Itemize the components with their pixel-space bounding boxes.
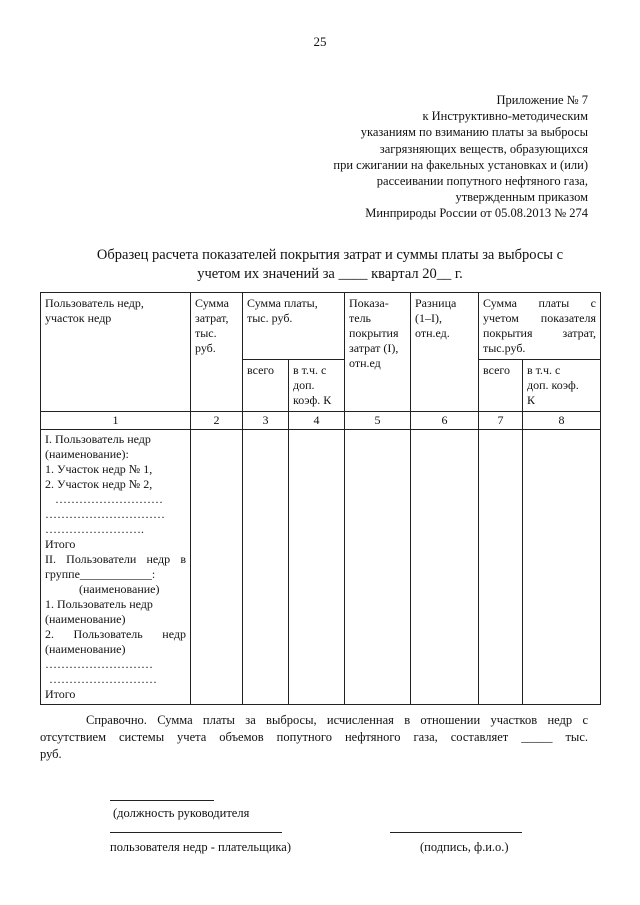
header-text: Сумма платы, bbox=[247, 296, 318, 310]
header-text: Пользователь недр, bbox=[45, 296, 144, 310]
header-coverage-indicator bbox=[345, 293, 411, 412]
list-item: ……………………… bbox=[49, 672, 157, 686]
signature-line-position bbox=[110, 800, 214, 801]
column-number: 3 bbox=[243, 412, 289, 430]
calculation-table bbox=[40, 292, 601, 705]
signature-caption: (подпись, ф.и.о.) bbox=[420, 840, 509, 854]
page-number: 25 bbox=[313, 34, 327, 49]
header-text: К bbox=[527, 393, 536, 407]
list-item: ……………………… bbox=[45, 657, 153, 671]
appendix-line: рассеивании попутного нефтяного газа, bbox=[376, 174, 588, 189]
reference-note bbox=[40, 712, 588, 763]
list-item: Итого bbox=[45, 687, 76, 701]
list-item: 2. Пользователь недр bbox=[45, 627, 186, 641]
header-payment-sum bbox=[243, 293, 345, 360]
table-body-row bbox=[41, 430, 601, 705]
title-line-2: учетом их значений за ____ квартал 20__ г. bbox=[197, 266, 463, 282]
header-text: Сумма bbox=[195, 296, 229, 310]
empty-cell bbox=[191, 430, 243, 705]
signature-line-signature bbox=[390, 832, 522, 833]
header-subsoil-user bbox=[41, 293, 191, 412]
column-number: 1 bbox=[41, 412, 191, 430]
column-number: 8 bbox=[523, 412, 601, 430]
header-text: Разница bbox=[415, 296, 457, 310]
header-text: тыс. руб. bbox=[247, 311, 293, 325]
empty-cell bbox=[243, 430, 289, 705]
reference-line-3: руб. bbox=[40, 747, 62, 761]
list-item: 1. Участок недр № 1, bbox=[45, 462, 153, 476]
header-adjusted-total: всего bbox=[479, 360, 523, 412]
header-payment-extra-coef bbox=[289, 360, 345, 412]
column-number: 4 bbox=[289, 412, 345, 430]
header-text: Показа- bbox=[349, 296, 389, 310]
list-item: группе____________: bbox=[45, 567, 156, 581]
appendix-line: загрязняющих веществ, образующихся bbox=[379, 141, 588, 156]
reference-line-2: отсутствием системы учета объемов попутного нефтяного газа, составляет _____ тыс. bbox=[40, 730, 588, 744]
empty-cell bbox=[523, 430, 601, 705]
column-number: 7 bbox=[479, 412, 523, 430]
list-item: Итого bbox=[45, 537, 76, 551]
appendix-line: Приложение № 7 bbox=[496, 93, 588, 107]
header-text: Сумма платы с bbox=[483, 296, 597, 310]
appendix-line: к Инструктивно-методическим bbox=[422, 109, 588, 124]
list-item: ……………………… bbox=[55, 492, 163, 506]
header-text: (1–I), bbox=[415, 311, 442, 325]
list-item: (наименование): bbox=[45, 447, 129, 461]
organization-caption: пользователя недр - плательщика) bbox=[110, 840, 292, 854]
list-item: ………………………… bbox=[45, 507, 165, 521]
header-text: доп. коэф. bbox=[527, 378, 579, 392]
header-text: коэф. К bbox=[293, 393, 332, 407]
header-text: учетом показателя bbox=[483, 311, 597, 325]
header-row-1 bbox=[41, 293, 601, 360]
appendix-line: при сжигании на факельных установках и (или) bbox=[333, 157, 588, 172]
list-item: I. Пользователь недр bbox=[45, 432, 151, 446]
header-text: тыс. bbox=[195, 326, 217, 340]
header-text: покрытия bbox=[349, 326, 399, 340]
appendix-line: указаниям по взиманию платы за выбросы bbox=[360, 125, 588, 140]
header-text: в т.ч. с bbox=[527, 363, 561, 377]
list-item: (наименование) bbox=[79, 582, 160, 596]
column-number: 5 bbox=[345, 412, 411, 430]
empty-cell bbox=[289, 430, 345, 705]
header-text: участок недр bbox=[45, 311, 112, 325]
empty-cell bbox=[479, 430, 523, 705]
column-number-row bbox=[41, 412, 601, 430]
header-text: доп. bbox=[293, 378, 315, 392]
empty-cell bbox=[345, 430, 411, 705]
list-item: (наименование) bbox=[45, 642, 126, 656]
subsoil-user-list bbox=[41, 430, 191, 705]
column-number: 6 bbox=[411, 412, 479, 430]
empty-cell bbox=[411, 430, 479, 705]
header-text: отн.ед. bbox=[415, 326, 450, 340]
title-line-1: Образец расчета показателей покрытия затрат и суммы платы за выбросы с bbox=[96, 247, 564, 263]
column-number: 2 bbox=[191, 412, 243, 430]
document-title bbox=[40, 246, 620, 284]
list-item: II. Пользователи недр в bbox=[45, 552, 186, 566]
reference-line-1: Справочно. Сумма платы за выбросы, исчисленная в отношении участков недр с bbox=[86, 713, 588, 727]
header-text: тыс.руб. bbox=[483, 341, 526, 355]
header-adjusted-extra-coef bbox=[523, 360, 601, 412]
header-adjusted-payment bbox=[479, 293, 601, 360]
appendix-reference bbox=[258, 92, 588, 222]
header-text: отн.ед bbox=[349, 356, 381, 370]
appendix-line: утвержденным приказом bbox=[455, 190, 588, 205]
header-cost-sum bbox=[191, 293, 243, 412]
list-item: 2. Участок недр № 2, bbox=[45, 477, 153, 491]
list-item: (наименование) bbox=[45, 612, 126, 626]
signature-line-organization bbox=[110, 832, 282, 833]
header-text: тель bbox=[349, 311, 372, 325]
list-item: ……………………. bbox=[45, 522, 144, 536]
header-text: затрат, bbox=[195, 311, 229, 325]
header-payment-total: всего bbox=[243, 360, 289, 412]
header-text: в т.ч. с bbox=[293, 363, 327, 377]
header-text: затрат (I), bbox=[349, 341, 399, 355]
appendix-line: Минприроды России от 05.08.2013 № 274 bbox=[365, 206, 588, 221]
header-text: покрытия затрат, bbox=[483, 326, 597, 340]
header-difference bbox=[411, 293, 479, 412]
position-caption: (должность руководителя bbox=[113, 806, 250, 820]
list-item: 1. Пользователь недр bbox=[45, 597, 153, 611]
header-text: руб. bbox=[195, 341, 216, 355]
